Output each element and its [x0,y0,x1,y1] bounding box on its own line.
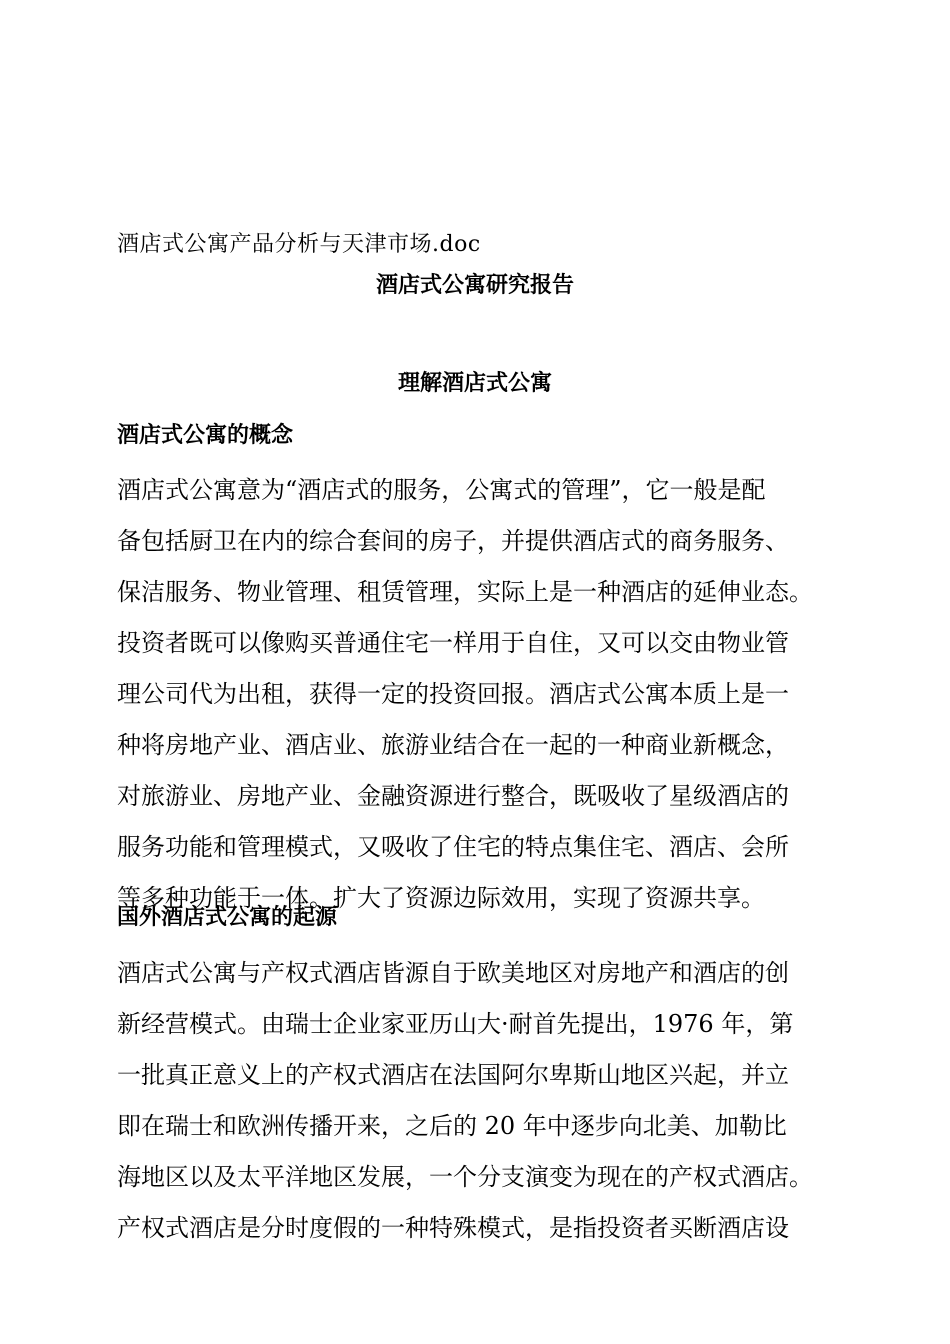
paragraph-line: 等多种功能于一体。扩大了资源边际效用，实现了资源共享。 [117,884,765,912]
paragraph-line: 服务功能和管理模式，又吸收了住宅的特点集住宅、酒店、会所 [117,833,789,861]
paragraph-line: 产权式酒店是分时度假的一种特殊模式，是指投资者买断酒店设 [117,1214,789,1242]
paragraph-line: 即在瑞士和欧洲传播开来，之后的 20 年中逐步向北美、加勒比 [117,1112,787,1140]
paragraph-origin [117,948,877,1254]
paragraph-line: 酒店式公寓意为“酒店式的服务，公寓式的管理”，它一般是配 [117,476,766,504]
paragraph-line: 保洁服务、物业管理、租赁管理，实际上是一种酒店的延伸业态。 [117,578,813,606]
document-filename: 酒店式公寓产品分析与天津市场.doc [117,232,481,257]
paragraph-line: 酒店式公寓与产权式酒店皆源自于欧美地区对房地产和酒店的创 [117,959,789,987]
paragraph-line: 理公司代为出租，获得一定的投资回报。酒店式公寓本质上是一 [117,680,789,708]
report-title: 酒店式公寓研究报告 [375,273,574,298]
paragraph-line: 一批真正意义上的产权式酒店在法国阿尔卑斯山地区兴起，并立 [117,1061,789,1089]
paragraph-line: 种将房地产业、酒店业、旅游业结合在一起的一种商业新概念， [117,731,789,759]
paragraph-line: 海地区以及太平洋地区发展，一个分支演变为现在的产权式酒店。 [117,1163,813,1191]
paragraph-line: 对旅游业、房地产业、金融资源进行整合，既吸收了星级酒店的 [117,782,789,810]
section-title: 理解酒店式公寓 [397,371,552,396]
paragraph-line: 备包括厨卫在内的综合套间的房子，并提供酒店式的商务服务、 [117,527,789,555]
heading-origin: 国外酒店式公寓的起源 [117,905,338,930]
paragraph-line: 投资者既可以像购买普通住宅一样用于自住，又可以交由物业管 [117,629,789,657]
paragraph-concept [117,465,877,924]
heading-concept: 酒店式公寓的概念 [117,423,294,448]
paragraph-line: 新经营模式。由瑞士企业家亚历山大·耐首先提出，1976 年，第 [117,1010,794,1038]
